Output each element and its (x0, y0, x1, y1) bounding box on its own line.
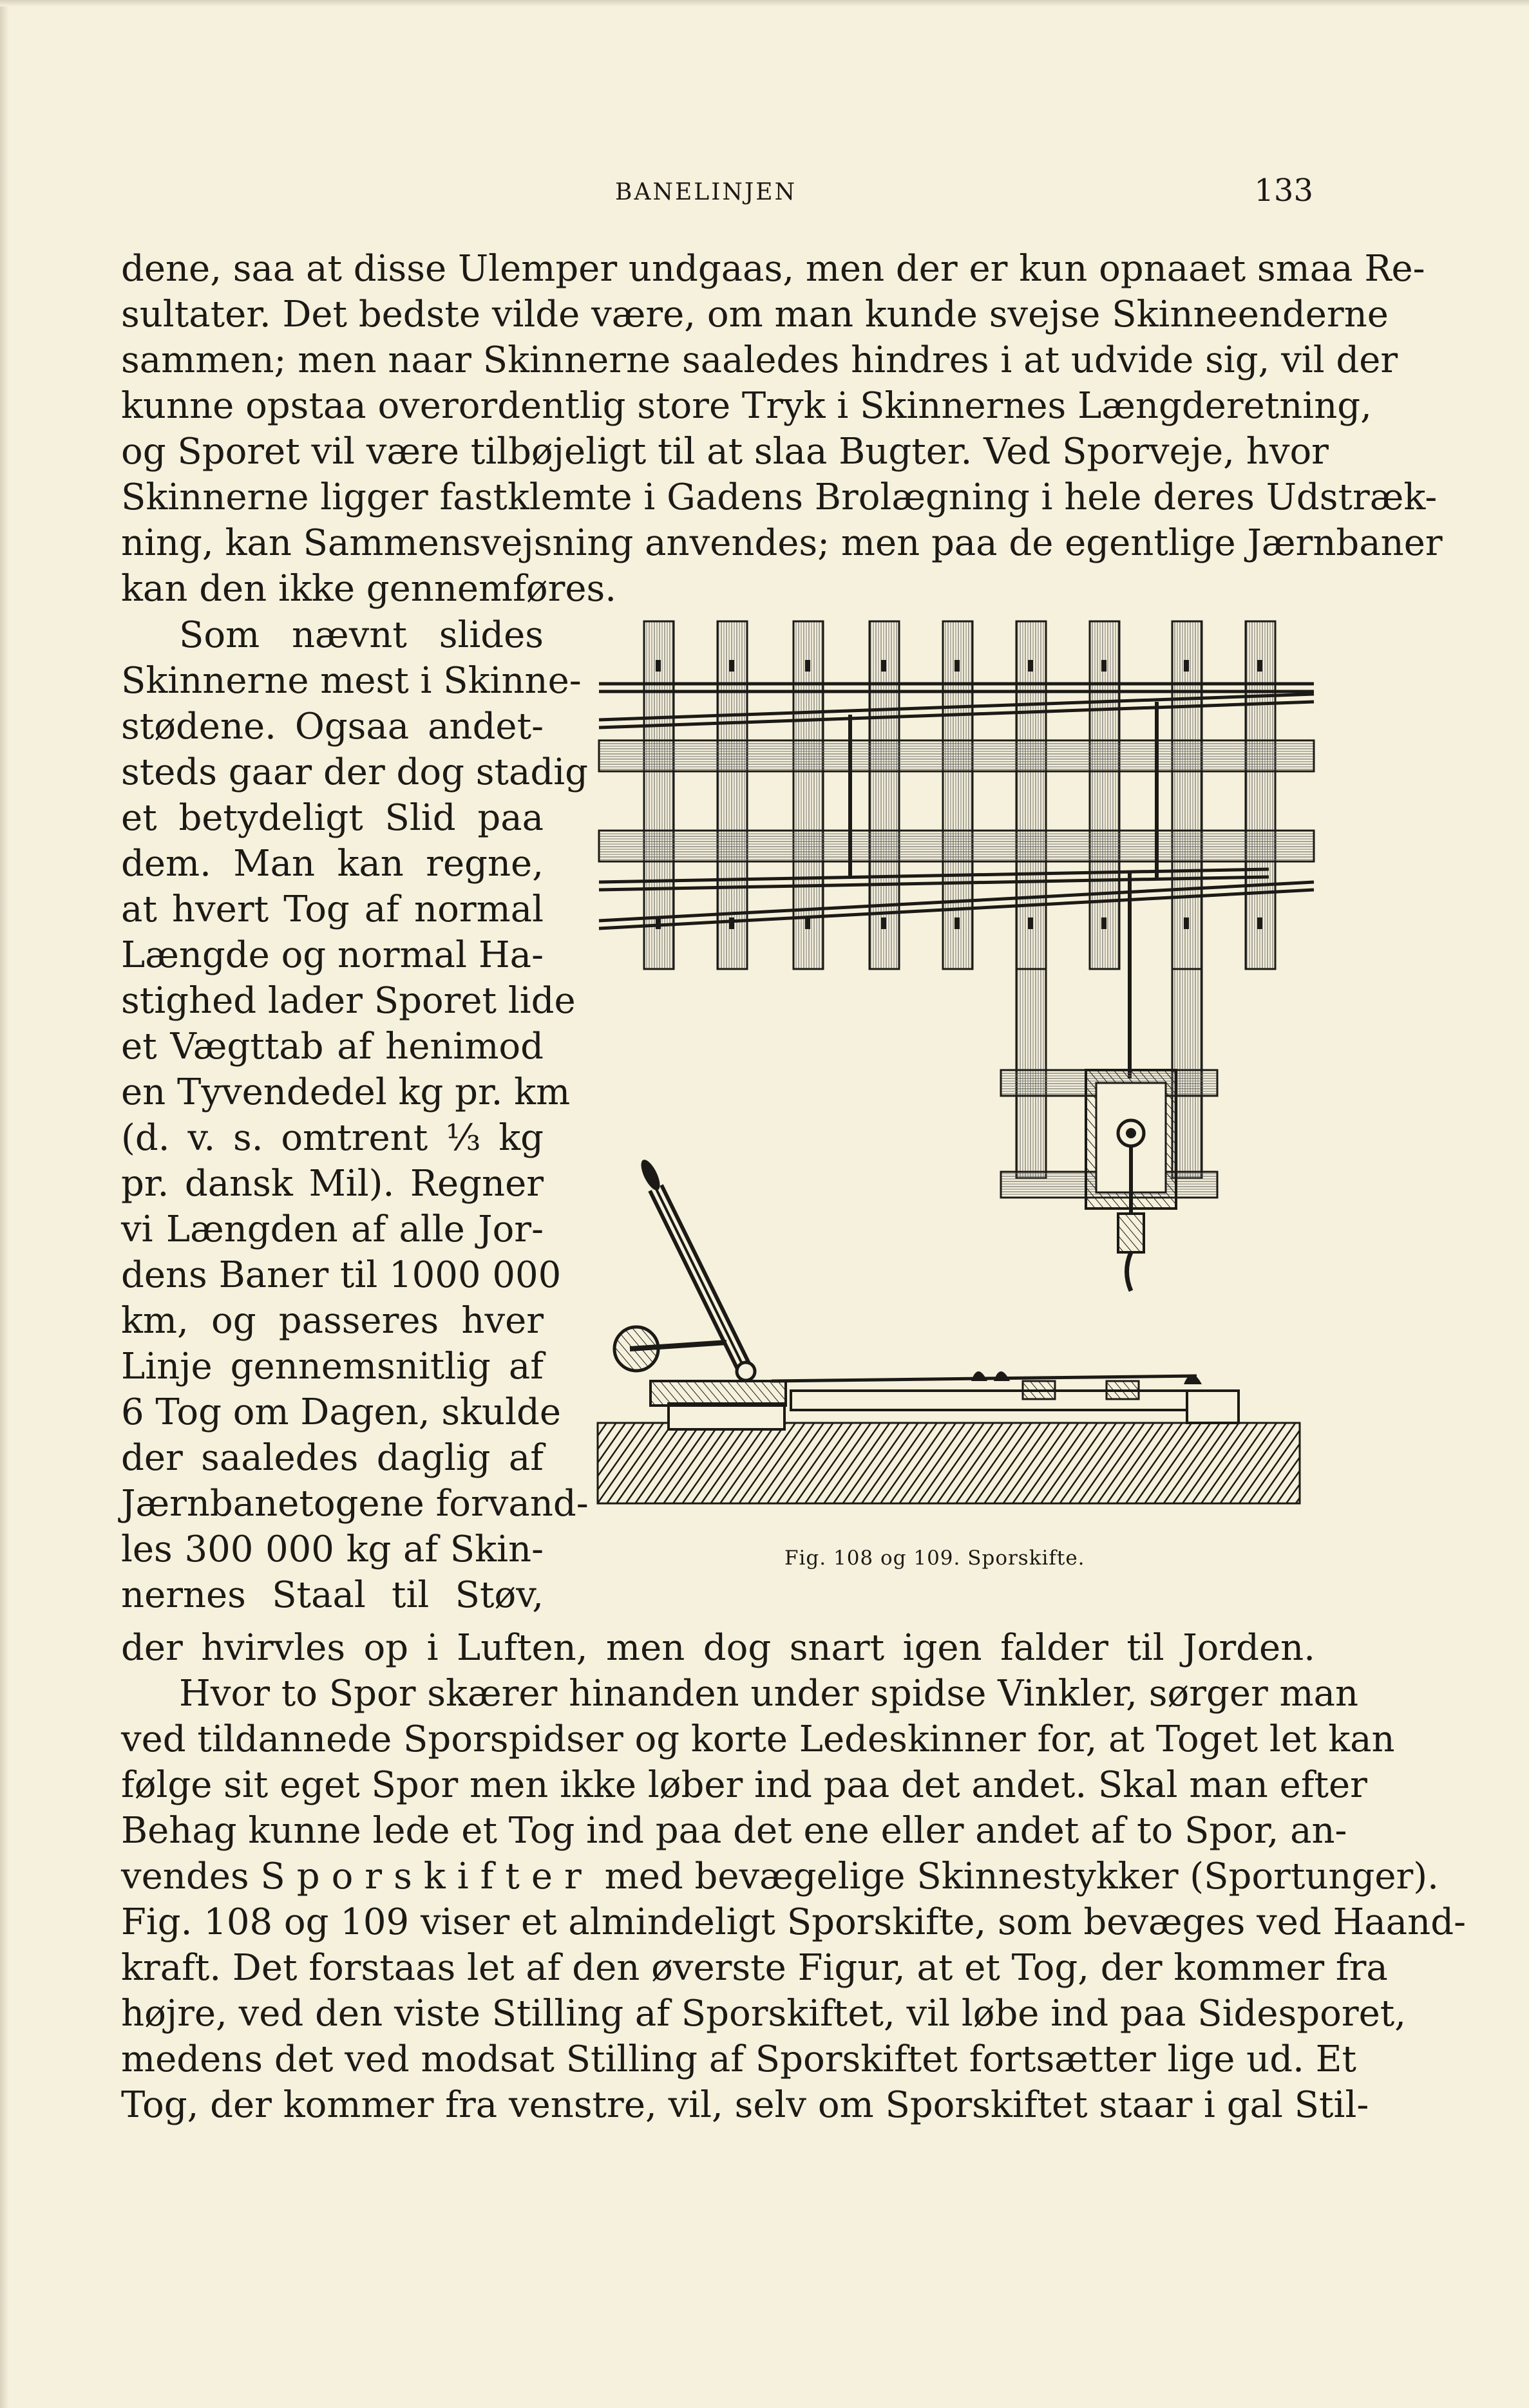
page-edge-shadow-top (0, 0, 1529, 6)
text-line: ning, kan Sammensvejsning anvendes; men paa de egentlige Jærnbaner (121, 522, 1443, 564)
text-line: en Tyvendedel kg pr. km (121, 1071, 571, 1113)
text-line: dem. Man kan regne, (121, 843, 544, 885)
text-line: Tog, der kommer fra venstre, vil, selv om Sporskiftet staar i gal Stil- (121, 2084, 1369, 2126)
top-paragraph (121, 246, 1443, 612)
text-line: vi Længden af alle Jor- (121, 1209, 544, 1250)
text-line: Hvor to Spor skærer hinanden under spidse Vinkler, sørger man (179, 1673, 1359, 1715)
text-line: kraft. Det forstaas let af den øverste Figur, at et Tog, der kommer fra (121, 1947, 1388, 1989)
text-line: steds gaar der dog stadig (121, 751, 588, 793)
text-line: dens Baner til 1000 000 (121, 1254, 562, 1296)
text-line: Behag kunne lede et Tog ind paa det ene eller andet af to Spor, an- (121, 1810, 1347, 1852)
text-line: Jærnbanetogene forvand- (121, 1483, 589, 1525)
bottom-text (121, 1625, 1466, 2128)
text-line: dene, saa at disse Ulemper undgaas, men der er kun opnaaet smaa Re- (121, 248, 1425, 290)
text-line: Som nævnt slides (179, 614, 544, 656)
text-line: km, og passeres hver (121, 1300, 544, 1342)
elevation-view (598, 1157, 1300, 1503)
text-line: pr. dansk Mil). Regner (121, 1163, 544, 1205)
text-line: højre, ved den viste Stilling af Sporskiftet, vil løbe ind paa Sidesporet, (121, 1993, 1407, 2035)
side-column-paragraph (121, 612, 589, 1618)
text-line: les 300 000 kg af Skin- (121, 1529, 544, 1570)
text-line: Længde og normal Ha- (121, 934, 544, 976)
text-line: følge sit eget Spor men ikke løber ind paa det andet. Skal man efter (121, 1764, 1367, 1806)
text-line (121, 1854, 1439, 1899)
sporskifte-engraving (591, 608, 1320, 1536)
figure-switch-illustration (591, 608, 1320, 1536)
text-fragment: vendes (121, 1856, 261, 1897)
text-line: nernes Staal til Støv, (121, 1574, 544, 1616)
text-line: et betydeligt Slid paa (121, 797, 544, 839)
text-line: et Vægttab af henimod (121, 1026, 544, 1068)
text-line: Linje gennemsnitlig af (121, 1346, 544, 1387)
text-line: der saaledes daglig af (121, 1437, 544, 1479)
text-line: stighed lader Sporet lide (121, 980, 576, 1022)
text-line: stødene. Ogsaa andet- (121, 706, 544, 748)
text-line: ved tildannede Sporspidser og korte Ledeskinner for, at Toget let kan (121, 1718, 1395, 1760)
running-title: BANELINJEN (615, 179, 797, 205)
text-line: 6 Tog om Dagen, skulde (121, 1391, 561, 1433)
figure-caption: Fig. 108 og 109. Sporskifte. (784, 1547, 1085, 1570)
text-line: sultater. Det bedste vilde være, om man kunde svejse Skinneenderne (121, 294, 1389, 335)
text-line: der hvirvles op i Luften, men dog snart igen falder til Jorden. (121, 1627, 1315, 1669)
emphasized-term: Sporskifter (260, 1856, 593, 1897)
text-line: kunne opstaa overordentlig store Tryk i Skinnernes Længderetning, (121, 385, 1372, 427)
page-number: 133 (1254, 173, 1313, 209)
text-line: og Sporet vil være tilbøjeligt til at slaa Bugter. Ved Sporveje, hvor (121, 431, 1329, 473)
text-line: (d. v. s. omtrent ⅓ kg (121, 1117, 544, 1159)
plan-view (599, 621, 1314, 1291)
text-line: sammen; men naar Skinnerne saaledes hindres i at udvide sig, vil der (121, 339, 1398, 381)
text-line: kan den ikke gennemføres. (121, 568, 617, 610)
page-edge-shadow (0, 0, 9, 2408)
text-line: Skinnerne mest i Skinne- (121, 660, 582, 702)
text-fragment: med bevægelige Skinnestykker (Sportunger). (593, 1856, 1439, 1897)
text-line: medens det ved modsat Stilling af Sporskiftet fortsætter lige ud. Et (121, 2038, 1357, 2080)
text-line: Fig. 108 og 109 viser et almindeligt Sporskifte, som bevæges ved Haand- (121, 1901, 1466, 1943)
text-line: Skinnerne ligger fastklemte i Gadens Brolægning i hele deres Udstræk- (121, 476, 1438, 518)
text-line: at hvert Tog af normal (121, 889, 544, 930)
